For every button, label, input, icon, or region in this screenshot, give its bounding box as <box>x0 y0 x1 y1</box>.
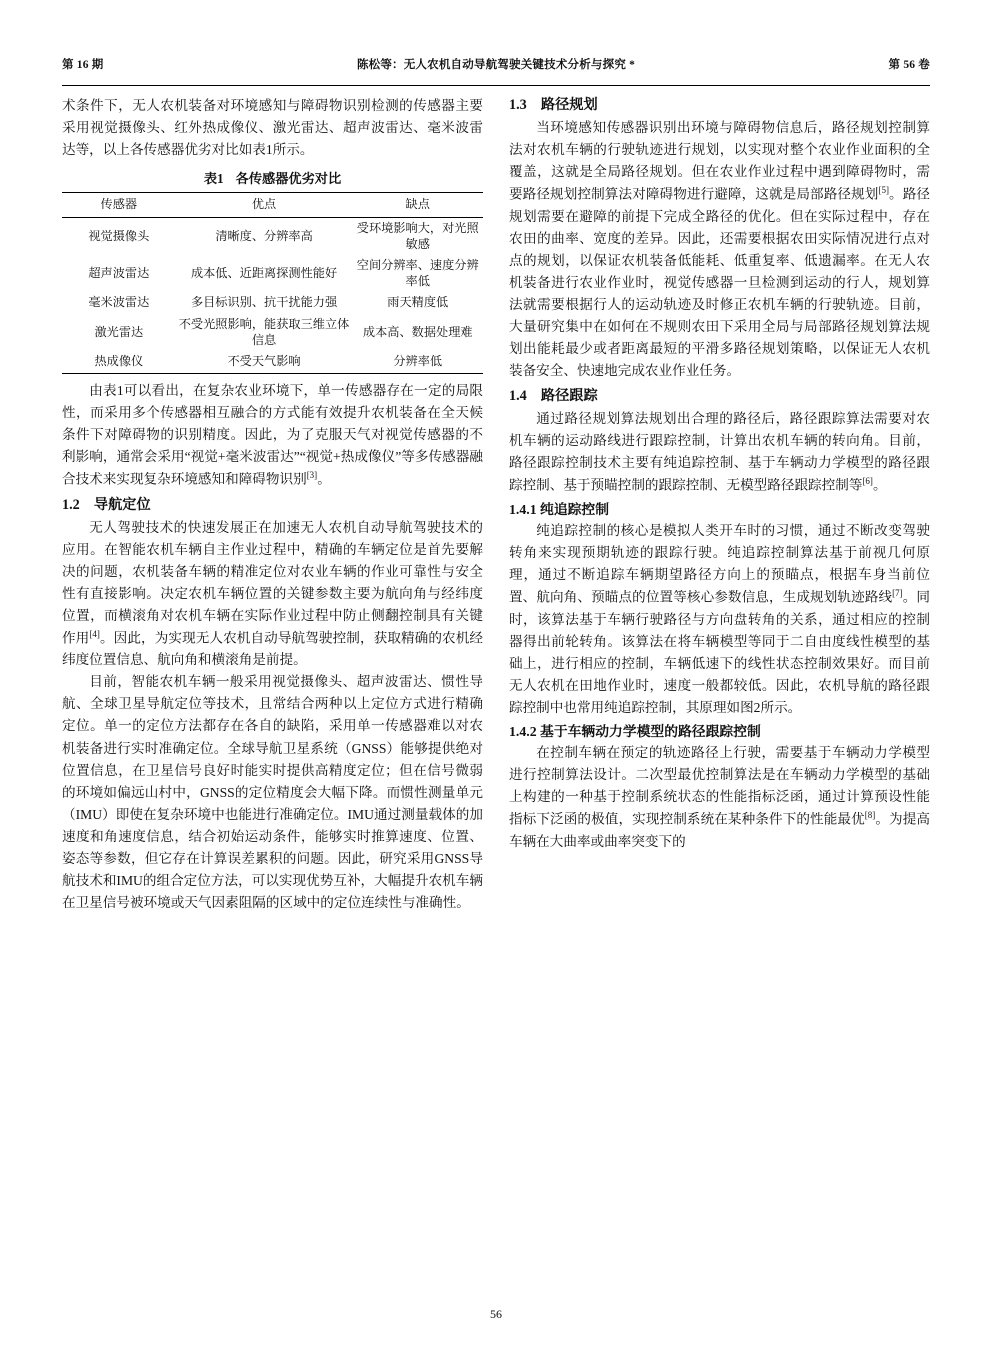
section-heading-1-3: 1.3 路径规划 <box>509 97 598 113</box>
table-cell: 多目标识别、抗干扰能力强 <box>190 295 338 310</box>
table-cell: 不受光照影响，能获取三维立体信息 <box>178 317 350 347</box>
table-cell: 毫米波雷达 <box>88 295 150 310</box>
running-head <box>62 56 930 82</box>
table-cell: 热成像仪 <box>62 351 176 373</box>
section-heading-1-4-1: 1.4.1 纯追踪控制 <box>509 501 610 517</box>
paragraph: 在控制车辆在预定的轨迹路径上行驶，需要基于车辆动力学模型进行控制算法设计。二次型最优控制算法是在车辆动力学模型的基础上构建的一种基于控制系统状态的性能指标泛函，通过计算预设性能指标下泛函的极值，实现控制系统在某种条件下的性能最优[8]。为提高车辆在大曲率或曲率突变下的 <box>509 745 930 849</box>
table-caption-title: 各传感器优劣对比 <box>235 171 342 187</box>
table-header-cell: 优点 <box>176 193 353 218</box>
reference-marker: [7] <box>892 588 903 599</box>
paragraph: 由表1可以看出，在复杂农业环境下，单一传感器存在一定的局限性，而采用多个传感器相互融合的方式能有效提升农机装备在全天候条件下对障碍物的识别精度。因此，为了克服天气对视觉传感器的不利影响，通常会采用“视觉+毫米波雷达”“视觉+热成像仪”等多传感器融合技术来实现复杂环境感知和障碍物识别[3]。 <box>62 382 483 487</box>
table-cell: 受环境影响大，对光照敏感 <box>356 221 479 251</box>
paragraph: 目前，智能农机车辆一般采用视觉摄像头、超声波雷达、惯性导航、全球卫星导航定位等技术，且常结合两种以上定位方式进行精确定位。单一的定位方法都存在各自的缺陷，采用单一传感器难以对农机装备进行实时准确定位。全球导航卫星系统（GNSS）能够提供绝对位置信息，在卫星信号良好时能实时提供高精度定位；但在信号微弱的环境如偏远山村中，GNSS的定位精度会大幅下降。而惯性测量单元（IMU）即使在复杂环境中也能进行准确定位。IMU通过测量载体的加速度和角速度信息，结合初始运动条件，能够实时推算速度、位置、姿态等参数，但它存在计算误差累积的问题。因此，研究采用GNSS导航技术和IMU的组合定位方法，可以实现优势互补，大幅提升农机车辆在卫星信号被环境或天气因素阻隔的区域中的定位连续性与准确性。 <box>62 674 483 910</box>
table-header-row <box>62 193 483 218</box>
table-row <box>62 292 483 314</box>
running-head-issue: 第 16 期 <box>62 59 104 71</box>
header-rule <box>62 85 930 86</box>
section-heading-1-2: 1.2 导航定位 <box>62 496 151 513</box>
table-cell: 雨天精度低 <box>387 295 449 310</box>
left-column <box>62 95 483 1255</box>
table-row <box>62 314 483 351</box>
table-header-cell: 缺点 <box>352 193 483 218</box>
reference-marker: [8] <box>864 810 876 821</box>
table-cell: 超声波雷达 <box>88 266 150 281</box>
paragraph: 术条件下，无人农机装备对环境感知与障碍物识别检测的传感器主要采用视觉摄像头、红外热成像仪、激光雷达、超声波雷达、毫米波雷达等，以上各传感器优劣对比如表1所示。 <box>62 98 483 158</box>
table-cell: 成本高、数据处理难 <box>362 324 473 339</box>
right-column <box>509 95 930 1255</box>
table-cell: 激光雷达 <box>94 324 144 339</box>
table-cell: 成本低、近距离探测性能好 <box>190 266 338 281</box>
table-cell: 分辨率低 <box>352 351 483 373</box>
paragraph: 当环境感知传感器识别出环境与障碍物信息后，路径规划控制算法对农机车辆的行驶轨迹进行规划，以实现对整个农业作业面积的全覆盖，这就是全局路径规划。但在农业作业过程中遇到障碍物时，需要路径规划控制算法对障碍物进行避障，这就是局部路径规划[5]。路径规划需要在避障的前提下完成全路径的优化。但在实际过程中，存在农田的曲率、宽度的差异。因此，还需要根据农田实际情况进行点对点的规划，以保证农机装备低能耗、低重复率、低遗漏率。在无人农机装备进行农业作业时，视觉传感器一旦检测到运动的行人，规划算法就需要根据行人的运动轨迹及时修正农机车辆的行驶轨迹。目前，大量研究集中在如何在不规则农田下采用全局与局部路径规划算法规划出能耗最少或者距离最短的平滑多路径规划策略，以保证无人农机装备安全、快速地完成农业作业任务。 <box>509 120 931 378</box>
section-heading-1-4-2: 1.4.2 基于车辆动力学模型的路径跟踪控制 <box>509 723 761 739</box>
reference-marker: [3] <box>306 469 318 480</box>
reference-marker: [5] <box>878 185 889 196</box>
table-block <box>62 168 483 374</box>
table-caption-number: 表1 <box>203 171 224 187</box>
table-cell: 视觉摄像头 <box>88 228 150 243</box>
sensor-comparison-table <box>62 192 483 373</box>
paragraph: 纯追踪控制的核心是模拟人类开车时的习惯，通过不断改变驾驶转角来实现预期轨迹的跟踪行驶。纯追踪控制算法基于前视几何原理，通过不断追踪车辆期望路径方向上的预瞄点，根据车身当前位置、航向角、预瞄点的位置等核心参数信息，生成规划轨迹路线[7]。同时，该算法基于车辆行驶路径与方向盘转角的关系，通过相应的控制器得出前轮转角。该算法在将车辆模型等同于二自由度线性模型的基础上，进行相应的控制，车辆低速下的线性状态控制效果好。而目前无人农机在田地作业时，速度一般都较低。因此，农机导航的路径跟踪控制中也常用纯追踪控制，其原理如图2所示。 <box>509 523 931 715</box>
running-head-title: 陈松等：无人农机自动导航驾驶关键技术分析与探究 * <box>356 59 636 71</box>
table-row <box>62 255 483 292</box>
table-cell: 清晰度、分辨率高 <box>215 228 313 243</box>
table-header-cell: 传感器 <box>62 193 176 218</box>
table-cell: 空间分辨率、速度分辨率低 <box>356 258 479 288</box>
reference-marker: [4] <box>89 628 100 639</box>
table-row <box>62 351 483 373</box>
paragraph: 无人驾驶技术的快速发展正在加速无人农机自动导航驾驶技术的应用。在智能农机车辆自主作业过程中，精确的车辆定位是首先要解决的问题，农机装备车辆的精准定位对农业车辆的作业可靠性与安全性有直接影响。决定农机车辆位置的关键参数主要为航向角与经纬度位置，而横滚角对农机车辆在实际作业过程中防止侧翻控制具有关键作用[4]。因此，为实现无人农机自动导航驾驶控制，获取精确的农机经纬度位置信息、航向角和横滚角是前提。 <box>62 519 484 668</box>
table-cell: 不受天气影响 <box>176 351 353 373</box>
paragraph: 通过路径规划算法规划出合理的路径后，路径跟踪算法需要对农机车辆的运动路线进行跟踪控制，计算出农机车辆的转向角。目前，路径跟踪控制技术主要有纯追踪控制、基于车辆动力学模型的路径跟踪控制、基于预瞄控制的跟踪控制、无模型路径跟踪控制等[6]。 <box>509 411 930 493</box>
table-row <box>62 218 483 256</box>
section-heading-1-4: 1.4 路径跟踪 <box>509 388 598 405</box>
running-head-volume: 第 56 卷 <box>888 59 930 71</box>
page-number: 56 <box>490 1307 502 1321</box>
reference-marker: [6] <box>862 476 873 487</box>
table-caption <box>62 168 483 189</box>
two-column-body <box>62 95 930 1255</box>
